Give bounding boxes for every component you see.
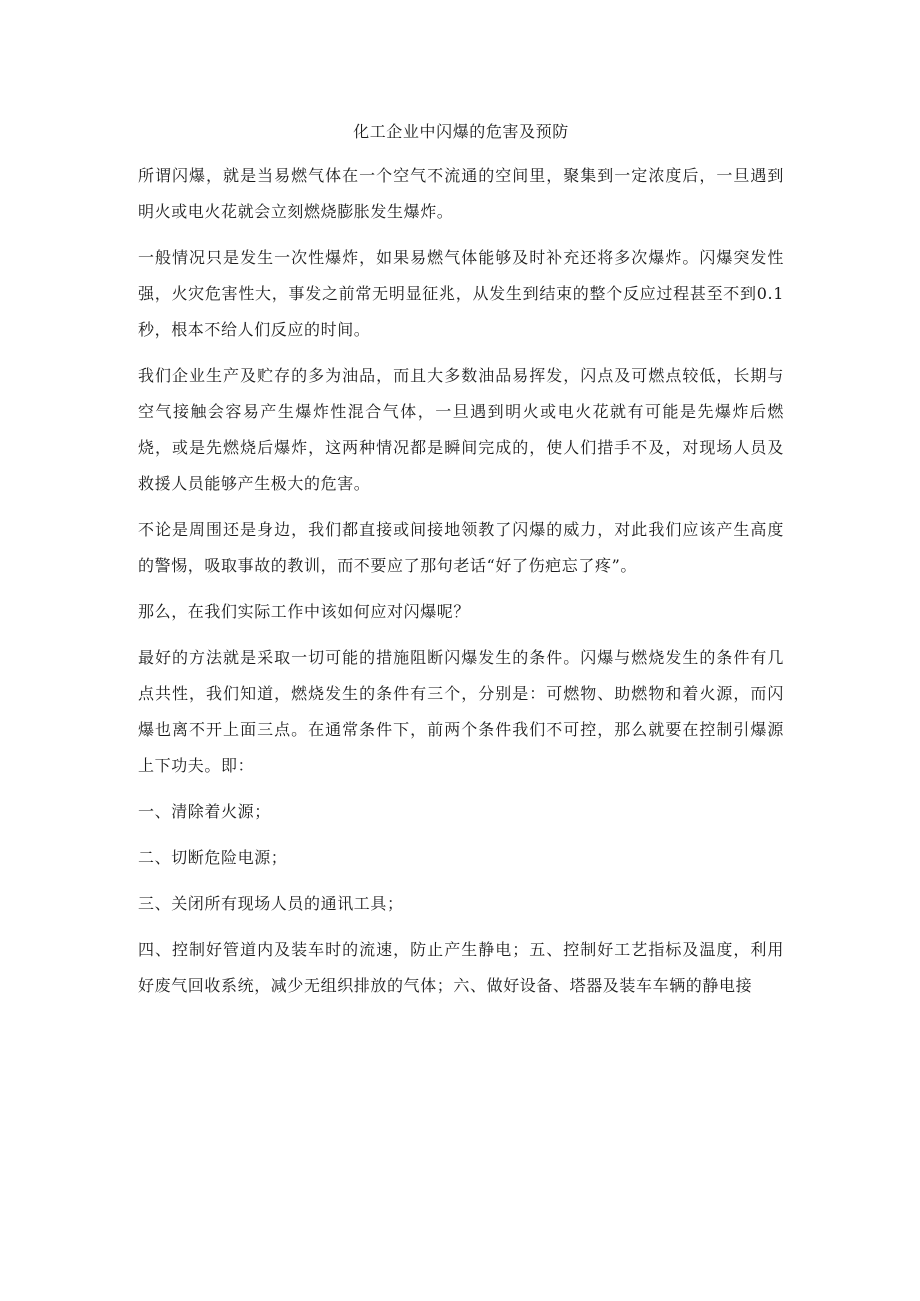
- paragraph-characteristics: 一般情况只是发生一次性爆炸，如果易燃气体能够及时补充还将多次爆炸。闪爆突发性强，火灾危害性大，事发之前常无明显征兆，从发生到结束的整个反应过程甚至不到0.1秒，根本不给人们反应的时间。: [138, 248, 784, 339]
- list-item-4-6: 四、控制好管道内及装车时的流速，防止产生静电；五、控制好工艺指标及温度，利用好废气回收系统，减少无组织排放的气体；六、做好设备、塔器及装车车辆的静电接: [138, 940, 784, 995]
- document-body: [138, 118, 784, 1004]
- paragraph-definition: 所谓闪爆，就是当易燃气体在一个空气不流通的空间里，聚集到一定浓度后，一旦遇到明火或电火花就会立刻燃烧膨胀发生爆炸。: [138, 166, 784, 221]
- paragraph-question: 那么，在我们实际工作中该如何应对闪爆呢？: [138, 602, 471, 621]
- paragraph-vigilance: 不论是周围还是身边，我们都直接或间接地领教了闪爆的威力，对此我们应该产生高度的警惕，吸取事故的教训，而不要应了那句老话“好了伤疤忘了疼”。: [138, 520, 784, 575]
- paragraph-method: 最好的方法就是采取一切可能的措施阻断闪爆发生的条件。闪爆与燃烧发生的条件有几点共性，我们知道，燃烧发生的条件有三个，分别是：可燃物、助燃物和着火源，而闪爆也离不开上面三点。在通常条件下，前两个条件我们不可控，那么就要在控制引爆源上下功夫。即：: [138, 648, 784, 775]
- list-item-3: 三、关闭所有现场人员的通讯工具；: [138, 894, 404, 913]
- paragraph-oil-products: 我们企业生产及贮存的多为油品，而且大多数油品易挥发，闪点及可燃点较低，长期与空气接触会容易产生爆炸性混合气体，一旦遇到明火或电火花就有可能是先爆炸后燃烧，或是先燃烧后爆炸，这两种情况都是瞬间完成的，使人们措手不及，对现场人员及救援人员能够产生极大的危害。: [138, 366, 784, 493]
- list-item-1: 一、清除着火源；: [138, 802, 271, 821]
- list-item-2: 二、切断危险电源；: [138, 848, 288, 867]
- document-title: 化工企业中闪爆的危害及预防: [353, 122, 569, 141]
